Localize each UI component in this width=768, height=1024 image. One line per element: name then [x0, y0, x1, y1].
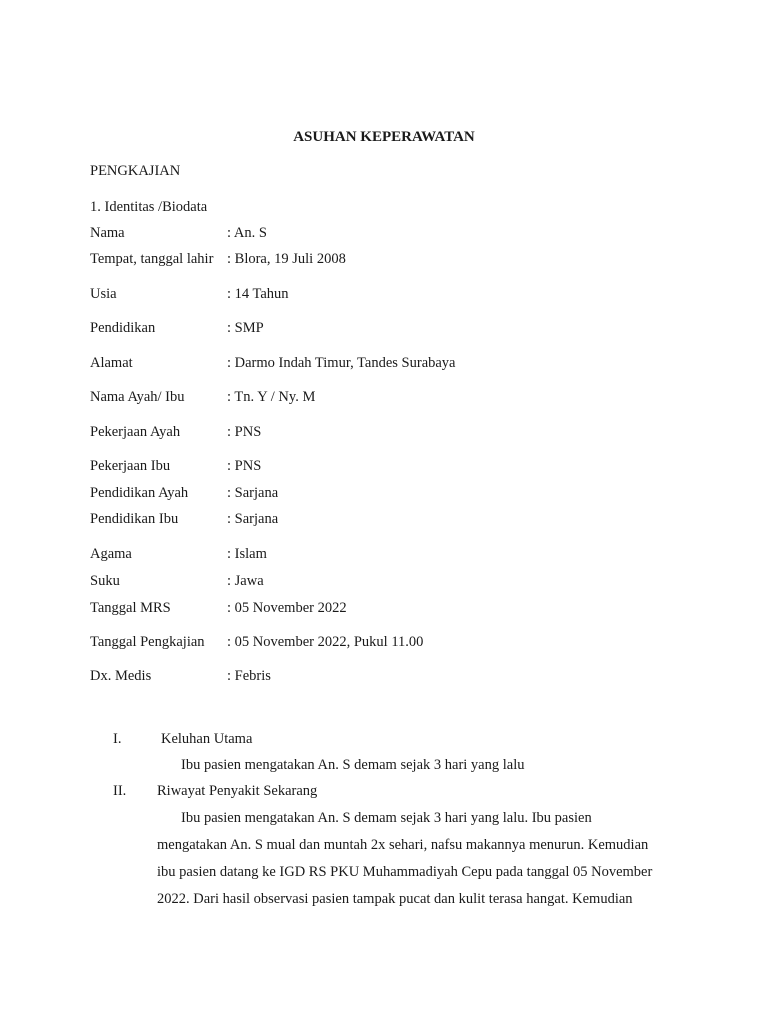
identity-value: : 14 Tahun [227, 286, 289, 302]
paragraph-line: Ibu pasien mengatakan An. S demam sejak 3 hari yang lalu [181, 757, 525, 773]
identity-value: : Febris [227, 668, 271, 684]
subsection-heading: 1. Identitas /Biodata [90, 199, 208, 215]
identity-value: : PNS [227, 424, 262, 440]
section-number: II. [113, 783, 127, 799]
identity-label: Pendidikan [90, 320, 156, 336]
section-title: Keluhan Utama [161, 731, 253, 747]
identity-label: Pendidikan Ayah [90, 485, 189, 501]
identity-label: Dx. Medis [90, 668, 152, 684]
identity-value: : 05 November 2022 [227, 600, 347, 616]
identity-label: Alamat [90, 355, 133, 371]
identity-label: Nama Ayah/ Ibu [90, 389, 185, 405]
identity-value: : Blora, 19 Juli 2008 [227, 251, 346, 267]
identity-label: Nama [90, 225, 125, 241]
identity-label: Tanggal MRS [90, 600, 171, 616]
section-number: I. [113, 731, 122, 747]
identity-value: : Sarjana [227, 485, 279, 501]
identity-label: Suku [90, 573, 120, 589]
paragraph-line: Ibu pasien mengatakan An. S demam sejak 3 hari yang lalu. Ibu pasien [181, 810, 592, 826]
section-heading: PENGKAJIAN [90, 163, 181, 179]
identity-value: : SMP [227, 320, 264, 336]
identity-label: Agama [90, 546, 132, 562]
identity-value: : Darmo Indah Timur, Tandes Surabaya [227, 355, 456, 371]
identity-value: : An. S [227, 225, 267, 241]
identity-label: Pendidikan Ibu [90, 511, 179, 527]
document-title: ASUHAN KEPERAWATAN [293, 129, 475, 145]
identity-value: : Islam [227, 546, 267, 562]
identity-value: : PNS [227, 458, 262, 474]
identity-label: Tempat, tanggal lahir [90, 251, 214, 267]
identity-label: Tanggal Pengkajian [90, 634, 205, 650]
identity-label: Usia [90, 286, 117, 302]
paragraph-line: ibu pasien datang ke IGD RS PKU Muhammadiyah Cepu pada tanggal 05 November [157, 864, 653, 880]
identity-value: : 05 November 2022, Pukul 11.00 [227, 634, 424, 650]
paragraph-line: 2022. Dari hasil observasi pasien tampak pucat dan kulit terasa hangat. Kemudian [157, 891, 633, 907]
identity-value: : Sarjana [227, 511, 279, 527]
identity-value: : Jawa [227, 573, 264, 589]
section-title: Riwayat Penyakit Sekarang [157, 783, 318, 799]
paragraph-line: mengatakan An. S mual dan muntah 2x sehari, nafsu makannya menurun. Kemudian [157, 837, 649, 853]
identity-value: : Tn. Y / Ny. M [227, 389, 316, 405]
identity-label: Pekerjaan Ibu [90, 458, 171, 474]
identity-label: Pekerjaan Ayah [90, 424, 181, 440]
